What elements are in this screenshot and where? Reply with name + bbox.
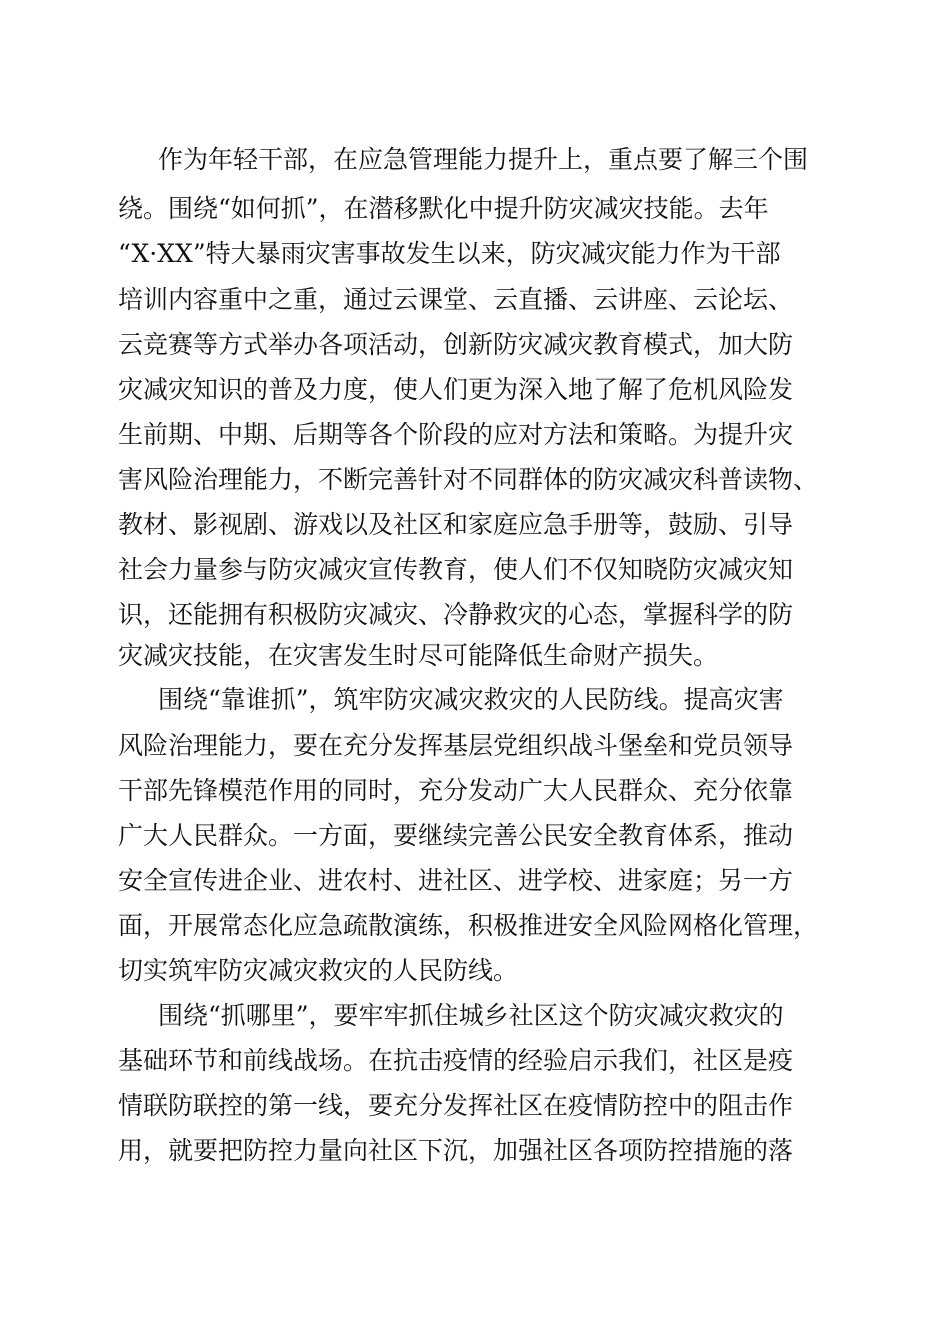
paragraph-1-line-3: “X·XX”特大暴雨灾害事故发生以来，防灾减灾能力作为干部 (118, 239, 781, 268)
paragraph-1-line-6: 灾减灾知识的普及力度，使人们更为深入地了解了危机风险发 (118, 375, 794, 404)
paragraph-2-line-3: 干部先锋模范作用的同时，充分发动广大人民群众、充分依靠 (118, 776, 794, 805)
paragraph-1-line-7: 生前期、中期、后期等各个阶段的应对方法和策略。为提升灾 (118, 420, 794, 449)
paragraph-3-line-3: 情联防联控的第一线，要充分发挥社区在疫情防控中的阻击作 (118, 1091, 794, 1120)
paragraph-2-line-1: 围绕“靠谁抓”，筑牢防灾减灾救灾的人民防线。提高灾害 (158, 685, 784, 714)
paragraph-1-line-2: 绕。围绕“如何抓”，在潜移默化中提升防灾减灾技能。去年 (118, 194, 769, 223)
paragraph-2-line-7: 切实筑牢防灾减灾救灾的人民防线。 (118, 956, 519, 985)
paragraph-2-line-2: 风险治理能力，要在充分发挥基层党组织战斗堡垒和党员领导 (118, 731, 794, 760)
paragraph-1-line-12: 灾减灾技能，在灾害发生时尽可能降低生命财产损失。 (118, 641, 719, 670)
paragraph-1-line-11: 识，还能拥有积极防灾减灾、冷静救灾的心态，掌握科学的防 (118, 600, 794, 629)
paragraph-3-line-1: 围绕“抓哪里”，要牢牢抓住城乡社区这个防灾减灾救灾的 (158, 1001, 784, 1030)
paragraph-1-line-10: 社会力量参与防灾减灾宣传教育，使人们不仅知晓防灾减灾知 (118, 555, 794, 584)
paragraph-2-line-5: 安全宣传进企业、进农村、进社区、进学校、进家庭；另一方 (118, 866, 794, 895)
paragraph-3-line-4: 用，就要把防控力量向社区下沉，加强社区各项防控措施的落 (118, 1136, 794, 1165)
paragraph-2-line-6: 面，开展常态化应急疏散演练，积极推进安全风险网格化管理， (118, 911, 819, 940)
paragraph-1-line-9: 教材、影视剧、游戏以及社区和家庭应急手册等，鼓励、引导 (118, 510, 794, 539)
paragraph-1-line-4: 培训内容重中之重，通过云课堂、云直播、云讲座、云论坛、 (118, 285, 794, 314)
paragraph-1-line-5: 云竞赛等方式举办各项活动，创新防灾减灾教育模式，加大防 (118, 330, 794, 359)
paragraph-2-line-4: 广大人民群众。一方面，要继续完善公民安全教育体系，推动 (118, 821, 794, 850)
paragraph-1-line-8: 害风险治理能力，不断完善针对不同群体的防灾减灾科普读物、 (118, 465, 819, 494)
paragraph-1-line-1: 作为年轻干部，在应急管理能力提升上，重点要了解三个围 (158, 145, 809, 174)
paragraph-3-line-2: 基础环节和前线战场。在抗击疫情的经验启示我们，社区是疫 (118, 1046, 794, 1075)
